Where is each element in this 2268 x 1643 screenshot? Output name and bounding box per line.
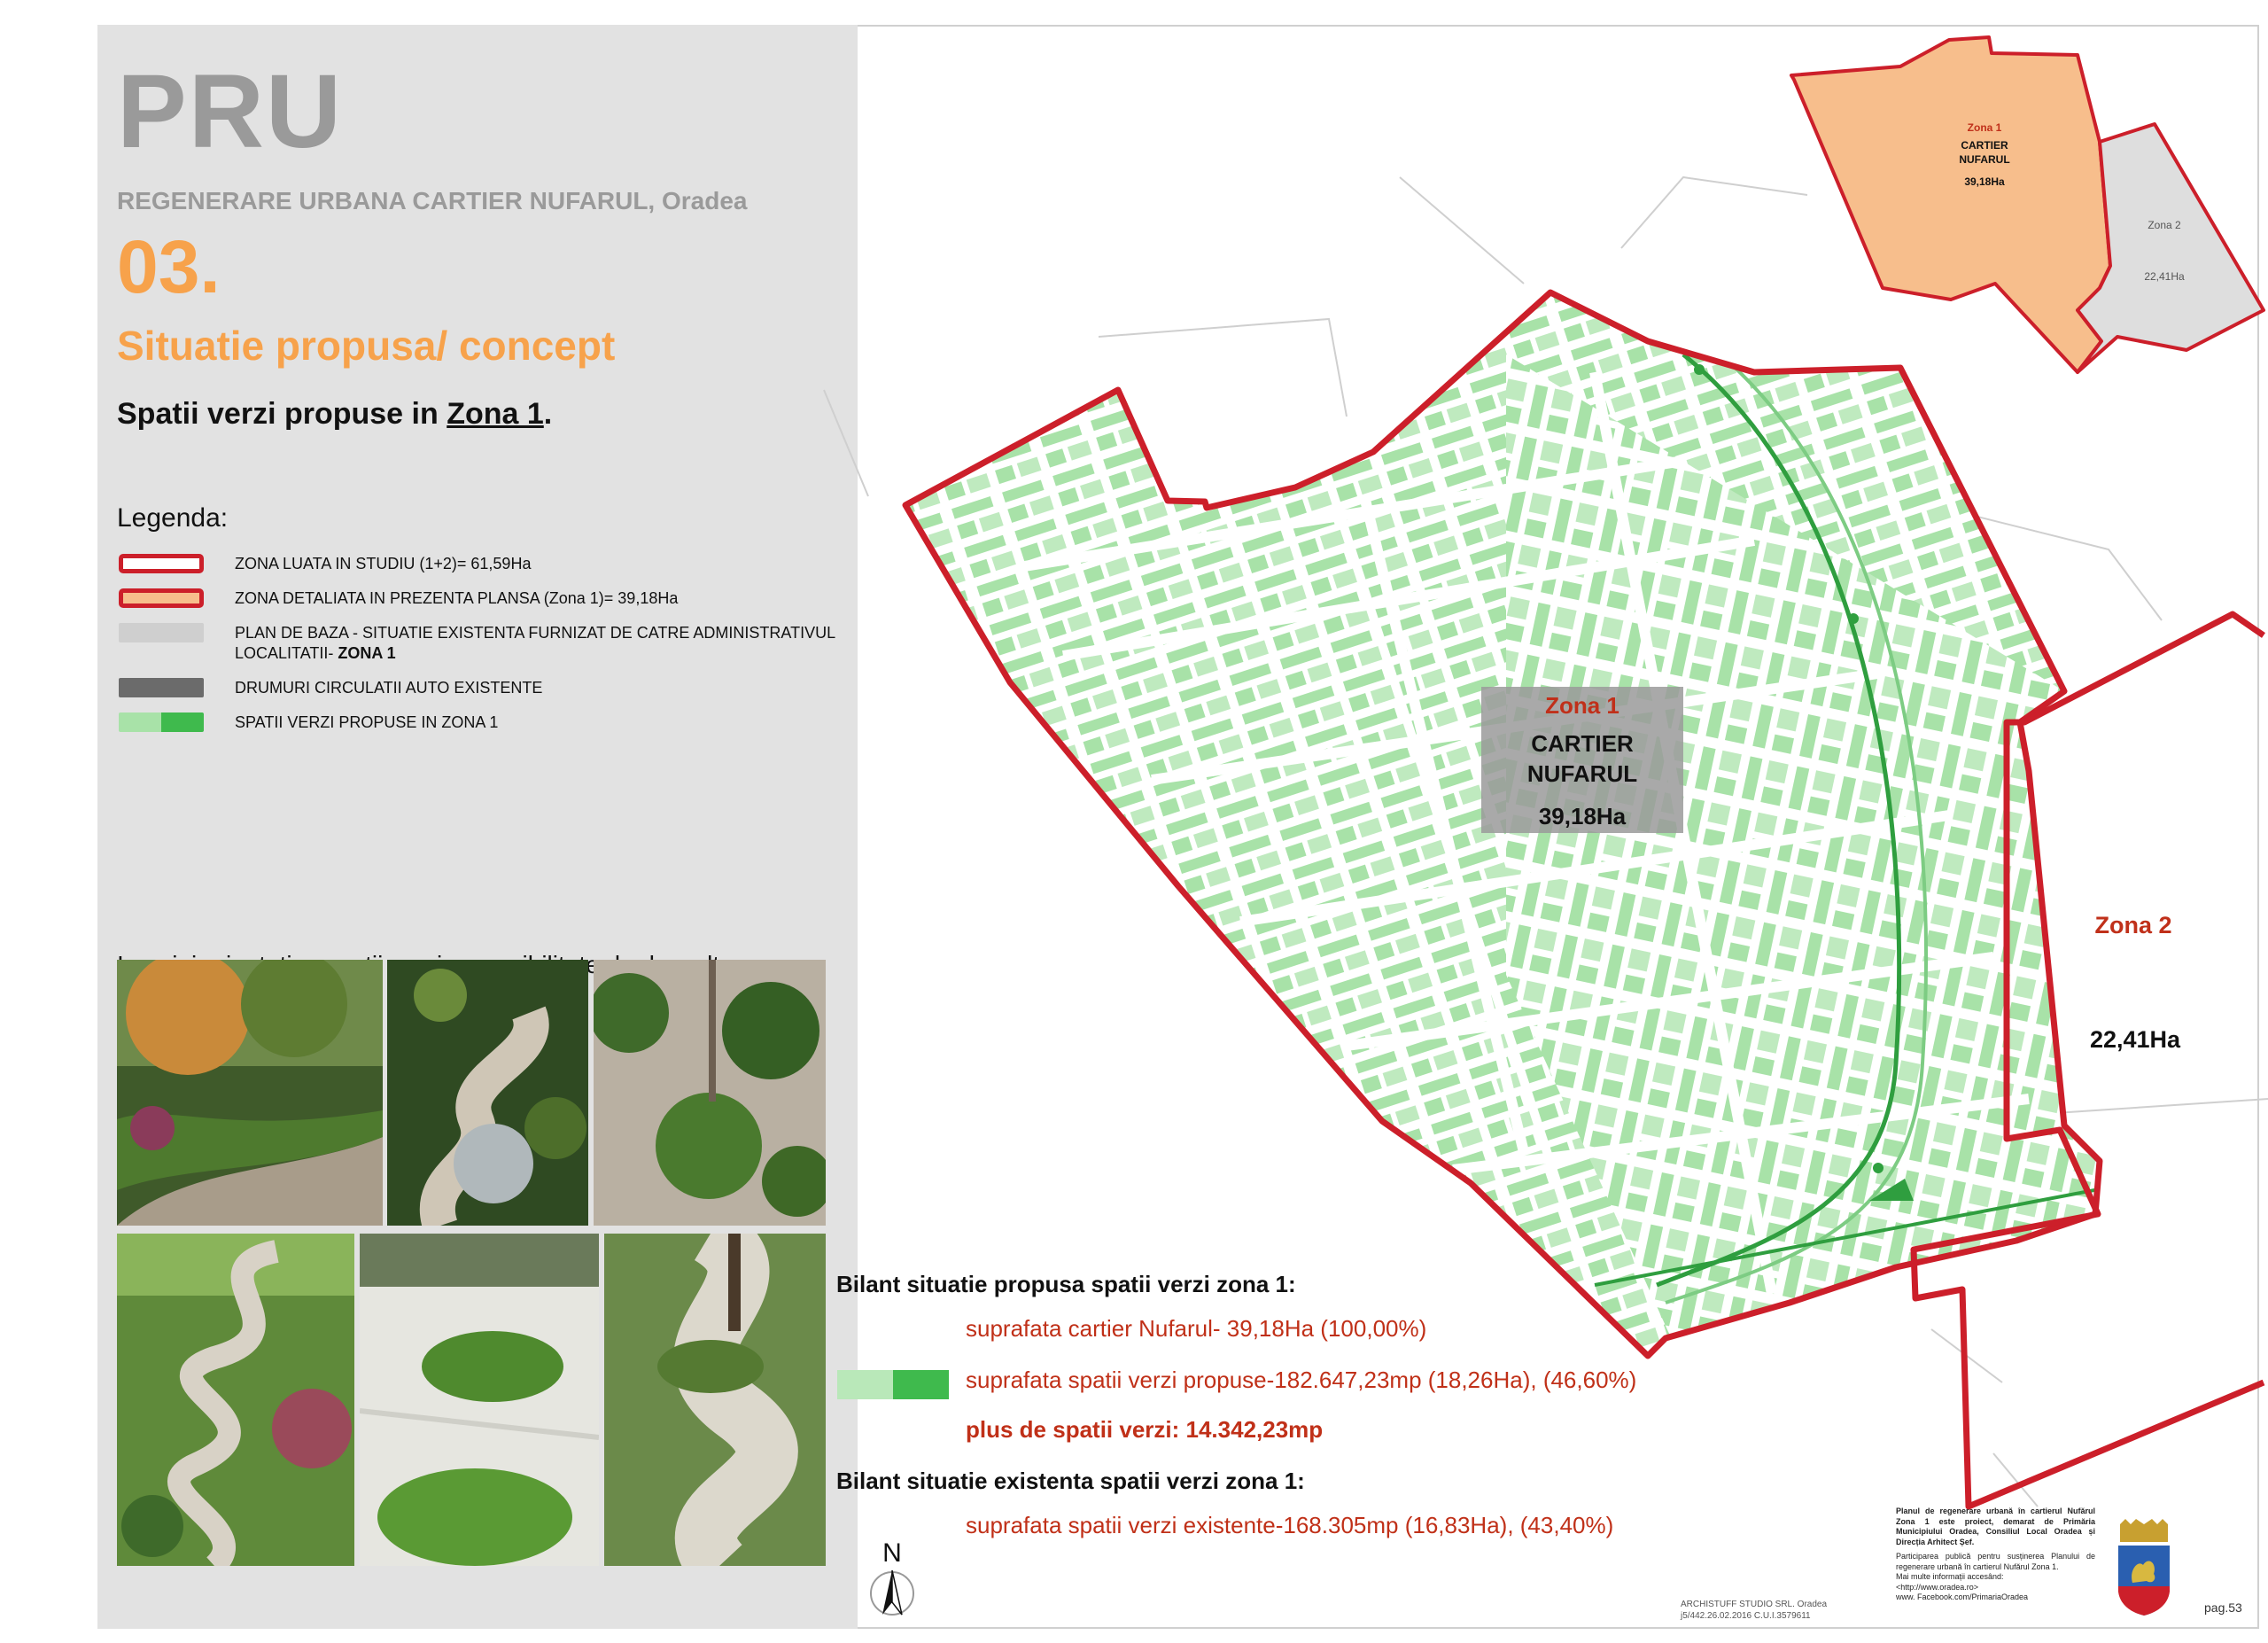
bilant-line-plus: plus de spatii verzi: 14.342,23mp: [966, 1416, 1324, 1443]
zone-heading-prefix: Spatii verzi propuse in: [117, 397, 447, 431]
bilant-green-swatch: [837, 1370, 949, 1399]
bilant-line-existing: suprafata spatii verzi existente-168.305mp (16,83Ha), (43,40%): [966, 1512, 1614, 1538]
bilant-proposed-title: Bilant situatie propusa spatii verzi zona 1:: [836, 1271, 1296, 1297]
inset-zona2-area: 22,41Ha: [2144, 270, 2185, 283]
legend-item-label-text: PLAN DE BAZA - SITUATIE EXISTENTA FURNIZAT DE CATRE ADMINISTRATIVUL LOCALITATII-: [235, 624, 835, 662]
zona2-label: Zona 2: [2094, 912, 2172, 938]
zona1-name-line1: CARTIER: [1531, 730, 1634, 757]
section-title: Situatie propusa/ concept: [117, 323, 616, 369]
oradea-crest-icon: [2113, 1517, 2175, 1616]
inset-zona2-label: Zona 2: [2148, 219, 2181, 231]
inset-zona1: [1791, 37, 2110, 372]
legend-item-label: ZONA LUATA IN STUDIU (1+2)= 61,59Ha: [235, 555, 532, 572]
zone-heading-zone: Zona 1: [447, 397, 544, 431]
inset-zona1-line1: CARTIER: [1961, 139, 2008, 152]
legend-item-label: DRUMURI CIRCULATII AUTO EXISTENTE: [235, 679, 543, 697]
zone-heading-suffix: .: [543, 397, 553, 431]
zona1-name-line2: NUFARUL: [1526, 760, 1638, 787]
north-arrow-icon: [871, 1570, 913, 1615]
studio-registration: j5/442.26.02.2016 C.U.I.3579611: [1681, 1611, 1811, 1621]
north-label: N: [882, 1538, 902, 1568]
bilant-line-proposed: suprafata spatii verzi propuse-182.647,23mp (18,26Ha), (46,60%): [966, 1367, 1637, 1393]
zona1-area: 39,18Ha: [1538, 803, 1627, 829]
note-facebook: www. Facebook.com/PrimariaOradea: [1896, 1592, 2029, 1601]
brand-title: PRU: [117, 53, 344, 170]
studio-info: [1681, 1599, 1827, 1622]
bilant-line-area: suprafata cartier Nufarul- 39,18Ha (100,00%): [966, 1315, 1427, 1342]
inset-zona1-area: 39,18Ha: [1964, 175, 2005, 188]
project-subtitle: REGENERARE URBANA CARTIER NUFARUL, Oradea: [117, 187, 748, 214]
section-number: 03.: [117, 225, 221, 308]
public-note: [1896, 1507, 2095, 1603]
studio-name: ARCHISTUFF STUDIO SRL. Oradea: [1681, 1600, 1828, 1609]
note-more-info: Mai multe informații accesând:: [1896, 1572, 2004, 1581]
note-participation: Participarea publică pentru susținerea Planului de regenerare urbană în cartierul Nufărul Zona 1.: [1896, 1552, 2095, 1571]
zona2-area: 22,41Ha: [2089, 1026, 2181, 1053]
inset-zona1-line2: NUFARUL: [1959, 153, 2010, 166]
note-website: <http://www.oradea.ro>: [1896, 1582, 1979, 1592]
zona1-label: Zona 1: [1545, 692, 1619, 719]
bilant-existing-title: Bilant situatie existenta spatii verzi zona 1:: [836, 1468, 1305, 1494]
legend-title: Legenda:: [117, 503, 229, 533]
legend-item-label: SPATII VERZI PROPUSE IN ZONA 1: [235, 713, 499, 731]
legend-item-label-bold: ZONA 1: [338, 644, 396, 662]
page-number: pag.53: [2204, 1600, 2242, 1615]
note-project: Planul de regenerare urbană în cartierul Nufărul Zona 1 este proiect, demarat de Primăria Municipiului Oradea, Consiliul Local Oradea și Direcția Arhitect Șef.: [1896, 1507, 2095, 1546]
legend-item-label: ZONA DETALIATA IN PREZENTA PLANSA (Zona 1)= 39,18Ha: [235, 589, 679, 607]
inset-zona1-label: Zona 1: [1967, 121, 2002, 134]
